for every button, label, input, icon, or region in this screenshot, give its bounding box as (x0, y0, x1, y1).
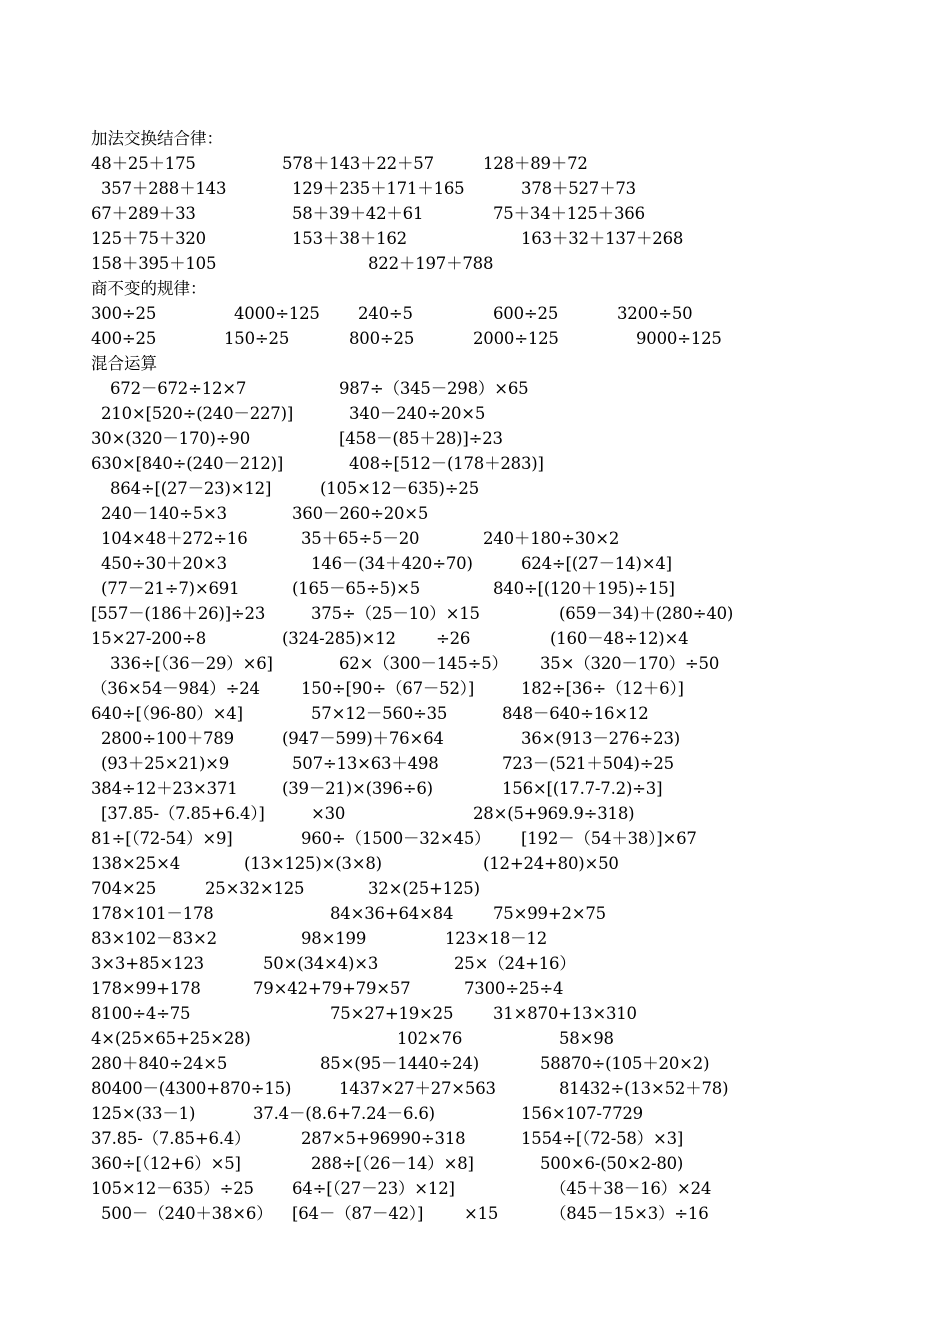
problem: 987÷（345－298）×65 (339, 379, 529, 398)
problem-row (0, 326, 950, 351)
problem: 75×27+19×25 (330, 1004, 454, 1023)
problem: 84×36+64×84 (330, 904, 454, 923)
problem: 50×(34×4)×3 (263, 954, 379, 973)
problem: 98×199 (301, 929, 367, 948)
problem: 2000÷125 (473, 329, 559, 348)
problem: 182÷[36÷（12＋6）] (521, 679, 684, 698)
problem-row (0, 201, 950, 226)
problem: ×15 (464, 1204, 499, 1223)
problem: 58×98 (559, 1029, 614, 1048)
problem: 500×6-(50×2-80) (540, 1154, 684, 1173)
problem: 129＋235＋171＋165 (292, 179, 465, 198)
problem: 378＋527＋73 (521, 179, 636, 198)
problem: 408÷[512－(178＋283)] (349, 454, 544, 473)
problem: (947－599)＋76×64 (282, 729, 444, 748)
problem: （45＋38－16）×24 (550, 1179, 712, 1198)
problem-row (0, 701, 950, 726)
problem: (39－21)×(396÷6) (282, 779, 433, 798)
problem: 360÷[（12+6）×5] (91, 1154, 241, 1173)
problem: 672－672÷12×7 (110, 379, 247, 398)
problem: 156×107-7729 (521, 1104, 643, 1123)
problem: 146－(34＋420÷70) (311, 554, 473, 573)
problem: 153＋38＋162 (292, 229, 407, 248)
problem-row (0, 801, 950, 826)
problem: 150÷25 (224, 329, 290, 348)
problem: 178×101－178 (91, 904, 214, 923)
problem-row (0, 751, 950, 776)
problem: 240＋180÷30×2 (483, 529, 620, 548)
problem: 150÷[90÷（67－52）] (301, 679, 475, 698)
problem: 32×(25+125) (368, 879, 480, 898)
problem: 3200÷50 (617, 304, 693, 323)
problem: 600÷25 (493, 304, 559, 323)
problem-row (0, 251, 950, 276)
problem-row (0, 226, 950, 251)
problem: 31×870+13×310 (493, 1004, 637, 1023)
problem: (160－48÷12)×4 (550, 629, 689, 648)
problem: 210×[520÷(240－227)] (101, 404, 294, 423)
problem: 280＋840÷24×5 (91, 1054, 228, 1073)
problem: 67＋289＋33 (91, 204, 196, 223)
problem: 375÷（25－10）×15 (311, 604, 480, 623)
problem-row (0, 451, 950, 476)
problem: 125×(33－1) (91, 1104, 196, 1123)
problem-row (0, 526, 950, 551)
problem: 4000÷125 (234, 304, 320, 323)
problem-row (0, 1026, 950, 1051)
problem: 864÷[(27－23)×12] (110, 479, 272, 498)
problem: 163＋32＋137＋268 (521, 229, 684, 248)
problem-row (0, 476, 950, 501)
problem: (324-285)×12 (282, 629, 396, 648)
problem: 1437×27＋27×563 (339, 1079, 496, 1098)
problem: 9000÷125 (636, 329, 722, 348)
problem: [192－（54＋38）]×67 (521, 829, 697, 848)
problem: 81432÷(13×52＋78) (559, 1079, 729, 1098)
problem: 125＋75＋320 (91, 229, 206, 248)
problem: 25×（24+16） (454, 954, 576, 973)
problem: 7300÷25÷4 (464, 979, 564, 998)
problem: 48＋25＋175 (91, 154, 196, 173)
problem: 578＋143＋22＋57 (282, 154, 434, 173)
problem: 336÷[（36－29）×6] (110, 654, 273, 673)
problem: 62×（300－145÷5） (339, 654, 508, 673)
problem: [37.85-（7.85+6.4）] (101, 804, 265, 823)
problem: 85×(95－1440÷24) (320, 1054, 480, 1073)
problem: 28×(5+969.9÷318) (473, 804, 635, 823)
problem: 1554÷[（72-58）×3] (521, 1129, 684, 1148)
problem: 58870÷(105＋20×2) (540, 1054, 710, 1073)
problem-row (0, 176, 950, 201)
problem: 57×12－560÷35 (311, 704, 448, 723)
problem: 81÷[（72-54）×9] (91, 829, 233, 848)
problem-row (0, 401, 950, 426)
problem: 822＋197＋788 (368, 254, 494, 273)
problem: [64－（87－42）] (292, 1204, 424, 1223)
problem-row (0, 976, 950, 1001)
problem: 105×12－635）÷25 (91, 1179, 254, 1198)
problem: (105×12－635)÷25 (320, 479, 480, 498)
problem-row (0, 901, 950, 926)
problem: 79×42+79+79×57 (253, 979, 411, 998)
problem-row (0, 1201, 950, 1226)
problem-row (0, 1126, 950, 1151)
problem-row (0, 301, 950, 326)
problem: 240－140÷5×3 (101, 504, 227, 523)
heading-mixed-operations: 混合运算 (91, 354, 157, 373)
problem: 138×25×4 (91, 854, 181, 873)
problem: 2800÷100＋789 (101, 729, 234, 748)
problem: 30×(320－170)÷90 (91, 429, 251, 448)
problem: 630×[840÷(240－212)] (91, 454, 284, 473)
problem: 704×25 (91, 879, 157, 898)
problem: 800÷25 (349, 329, 415, 348)
problem-row (0, 926, 950, 951)
problem: 102×76 (397, 1029, 463, 1048)
problem-row (0, 501, 950, 526)
problem: 75＋34＋125＋366 (493, 204, 645, 223)
problem: 848－640÷16×12 (502, 704, 649, 723)
problem: 840÷[(120＋195)÷15] (493, 579, 675, 598)
problem-row (0, 1101, 950, 1126)
problem-row (0, 601, 950, 626)
problem-row (0, 551, 950, 576)
problem: 25×32×125 (205, 879, 305, 898)
problem: (13×125)×(3×8) (244, 854, 382, 873)
problem-row (0, 576, 950, 601)
problem: 360－260÷20×5 (292, 504, 429, 523)
problem: 64÷[（27－23）×12] (292, 1179, 455, 1198)
heading-quotient-law: 商不变的规律： (91, 279, 207, 298)
problem: [557－(186＋26)]÷23 (91, 604, 266, 623)
problem-row (0, 776, 950, 801)
problem: 35×（320－170）÷50 (540, 654, 720, 673)
problem: ×30 (311, 804, 346, 823)
problem: (77－21÷7)×691 (101, 579, 240, 598)
problem: 83×102－83×2 (91, 929, 217, 948)
problem: 8100÷4÷75 (91, 1004, 191, 1023)
problem-row (0, 151, 950, 176)
problem: [458－(85＋28)]÷23 (339, 429, 503, 448)
problem-row (0, 676, 950, 701)
heading-addition-law: 加法交换结合律： (91, 129, 223, 148)
problem: 158＋395＋105 (91, 254, 217, 273)
problem-row (0, 1051, 950, 1076)
problem: 37.4－(8.6+7.24－6.6) (253, 1104, 435, 1123)
problem: 624÷[(27－14)×4] (521, 554, 672, 573)
problem: 288÷[（26－14）×8] (311, 1154, 474, 1173)
problem: 58＋39＋42＋61 (292, 204, 424, 223)
problem: （36×54－984）÷24 (91, 679, 260, 698)
problem-row (0, 1076, 950, 1101)
problem: 240÷5 (358, 304, 413, 323)
problem: 156×[(17.7-7.2)÷3] (502, 779, 663, 798)
problem: （845－15×3）÷16 (550, 1204, 709, 1223)
problem: 4×(25×65+25×28) (91, 1029, 251, 1048)
problem: 15×27-200÷8 (91, 629, 207, 648)
problem: (12+24+80)×50 (483, 854, 619, 873)
problem: 35＋65÷5－20 (301, 529, 420, 548)
problem: 450÷30＋20×3 (101, 554, 227, 573)
problem: 500－（240＋38×6） (101, 1204, 273, 1223)
problem: 3×3+85×123 (91, 954, 204, 973)
problem: 80400－(4300+870÷15) (91, 1079, 292, 1098)
problem: 75×99+2×75 (493, 904, 606, 923)
problem-row (0, 851, 950, 876)
problem-row (0, 1001, 950, 1026)
problem-row (0, 1151, 950, 1176)
problem: 507÷13×63＋498 (292, 754, 439, 773)
problem: 128＋89＋72 (483, 154, 588, 173)
problem-row (0, 626, 950, 651)
problem: 178×99+178 (91, 979, 201, 998)
problem: (659－34)＋(280÷40) (559, 604, 734, 623)
problem-row (0, 426, 950, 451)
problem-row (0, 376, 950, 401)
problem: 640÷[（96-80）×4] (91, 704, 243, 723)
problem: 37.85-（7.85+6.4） (91, 1129, 251, 1148)
problem-row (0, 726, 950, 751)
problem-row (0, 651, 950, 676)
problem: 340－240÷20×5 (349, 404, 486, 423)
problem-row (0, 951, 950, 976)
problem: 723－(521＋504)÷25 (502, 754, 674, 773)
problem: 357＋288＋143 (101, 179, 227, 198)
problem: (93＋25×21)×9 (101, 754, 230, 773)
problem: 300÷25 (91, 304, 157, 323)
problem: 384÷12＋23×371 (91, 779, 238, 798)
problem-row (0, 1176, 950, 1201)
problem: 400÷25 (91, 329, 157, 348)
problem: ÷26 (436, 629, 471, 648)
problem: 960÷（1500－32×45） (301, 829, 491, 848)
problem: 123×18－12 (445, 929, 548, 948)
problem: (165－65÷5)×5 (292, 579, 421, 598)
problem: 287×5+96990÷318 (301, 1129, 466, 1148)
problem-row (0, 876, 950, 901)
problem: 36×(913－276÷23) (521, 729, 681, 748)
problem-row (0, 826, 950, 851)
problem: 104×48＋272÷16 (101, 529, 248, 548)
